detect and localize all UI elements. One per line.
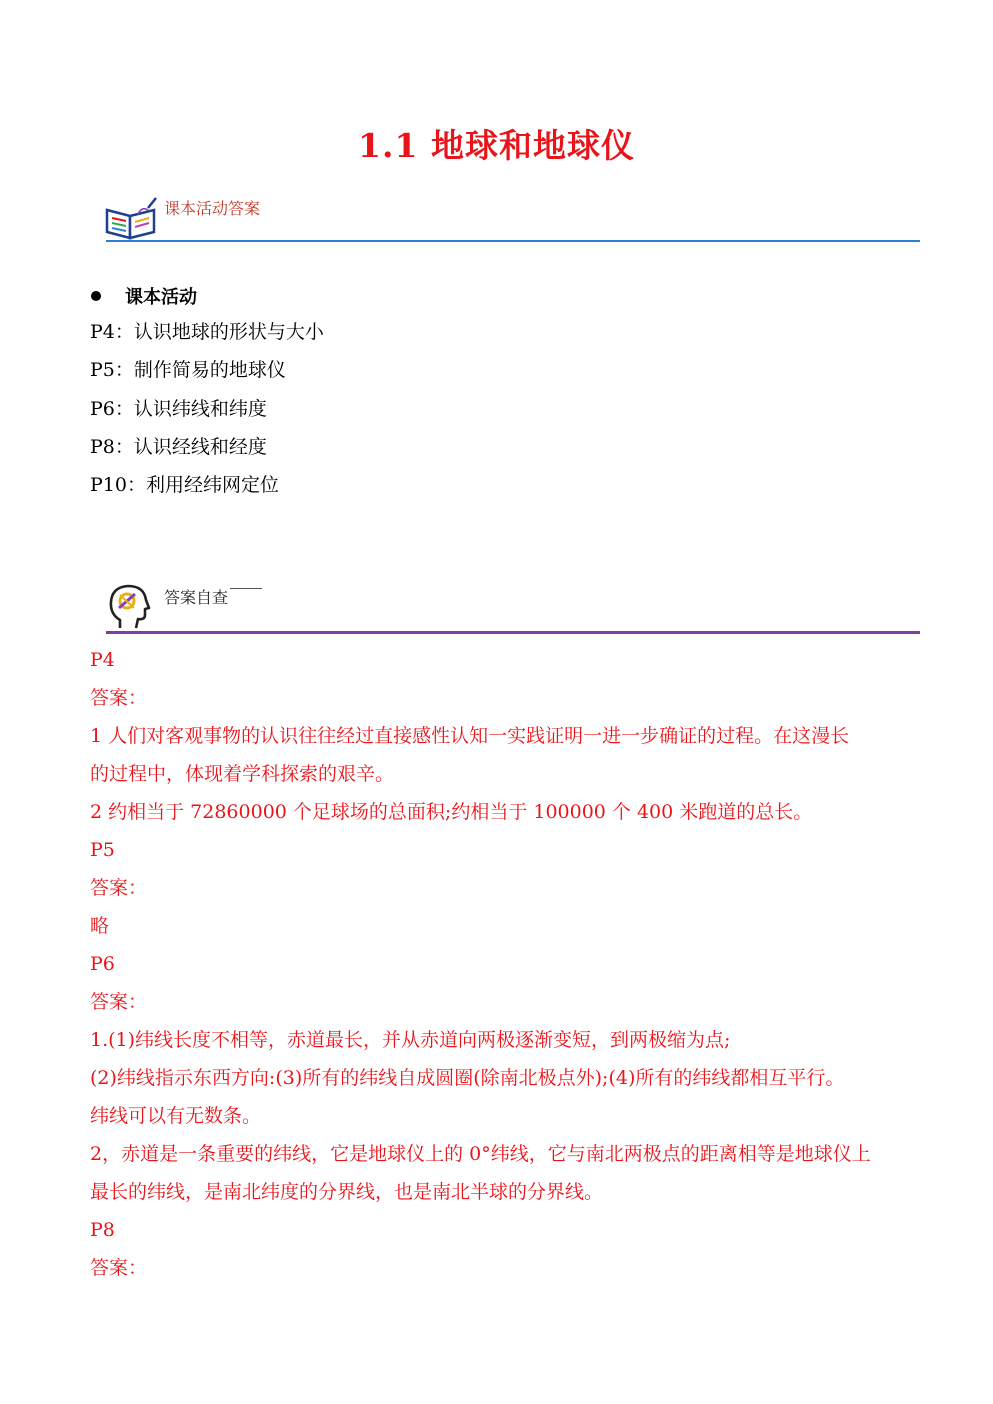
answer-label: 答案： xyxy=(90,991,148,1013)
bullet-icon xyxy=(91,291,101,301)
section-divider xyxy=(106,631,920,634)
page-title: 1.1 地球和地球仪 xyxy=(358,126,635,165)
activity-item: P6：认识纬线和纬度 xyxy=(90,397,267,420)
answer-page-label: P4 xyxy=(90,649,115,671)
label-underline xyxy=(230,588,262,589)
activity-item: P8：认识经线和经度 xyxy=(90,435,267,458)
answer-line: 2，赤道是一条重要的纬线，它是地球仪上的 0°纬线，它与南北两极点的距离相等是地球仪上 xyxy=(90,1143,871,1165)
answer-label: 答案： xyxy=(90,1257,148,1279)
section-divider xyxy=(106,240,920,242)
section-header-textbook-answers xyxy=(102,190,920,246)
answer-page-label: P5 xyxy=(90,839,115,861)
answer-line: 2 约相当于 72860000 个足球场的总面积;约相当于 100000 个 400 米跑道的总长。 xyxy=(90,801,813,823)
answer-line: (2)纬线指示东西方向:(3)所有的纬线自成圆圈(除南北极点外);(4)所有的纬线都相互平行。 xyxy=(90,1067,845,1089)
answer-label: 答案： xyxy=(90,877,148,899)
answers-block xyxy=(90,641,910,1287)
activity-item: P10：利用经纬网定位 xyxy=(90,474,279,497)
answer-line: 1 人们对客观事物的认识往往经过直接感性认知一实践证明一进一步确证的过程。在这漫长 xyxy=(90,725,850,747)
answer-page-label: P6 xyxy=(90,953,115,975)
answer-line: 1.(1)纬线长度不相等，赤道最长，并从赤道向两极逐渐变短，到两极缩为点; xyxy=(90,1029,731,1051)
activity-item: P4：认识地球的形状与大小 xyxy=(90,321,324,343)
activities-heading xyxy=(91,282,197,310)
answer-line: 的过程中，体现着学科探索的艰辛。 xyxy=(90,763,395,785)
answer-line: 纬线可以有无数条。 xyxy=(90,1105,262,1127)
activities-heading-text: 课本活动 xyxy=(125,287,197,308)
answer-line: 最长的纬线，是南北纬度的分界线，也是南北半球的分界线。 xyxy=(90,1181,604,1203)
activity-list xyxy=(90,313,324,504)
answer-line: 略 xyxy=(90,915,110,937)
brain-head-icon xyxy=(106,582,152,634)
section-label: 答案自查 xyxy=(164,588,229,607)
section-header-self-check xyxy=(102,580,920,636)
open-book-icon xyxy=(104,196,160,244)
answer-label: 答案： xyxy=(90,687,148,709)
answer-page-label: P8 xyxy=(90,1219,115,1241)
activity-item: P5：制作简易的地球仪 xyxy=(90,359,286,382)
section-label: 课本活动答案 xyxy=(164,199,261,218)
